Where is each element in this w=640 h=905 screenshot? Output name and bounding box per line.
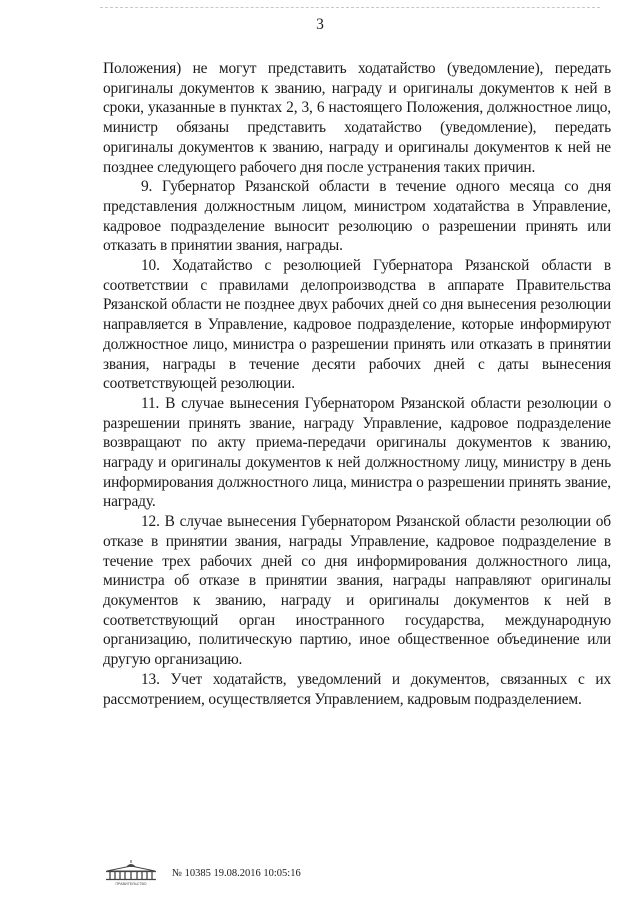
document-registration-number: № 10385 19.08.2016 10:05:16 [172,868,301,879]
paragraph-13: 13. Учет ходатайств, уведомлений и документов, связанных с их рассмотрением, осуществляется Управлением, кадровым подразделением. [103,670,611,708]
logo-caption: ПРАВИТЕЛЬСТВО [115,882,147,886]
government-building-logo-icon [104,860,158,886]
scan-top-edge [100,7,600,8]
paragraph-12: 12. В случае вынесения Губернатором Рязанской области резолюции об отказе в принятии звания, награды Управление, кадровое подразделение в течение трех рабочих дней со дня информирования должностного лица, министра об отказе в принятии звания, награды направляют оригиналы документов к званию, награду и оригиналы документов к ней в соответствующий орган иностранного государства, международную организацию, политическую партию, иное общественное объединение или другую организацию. [103,513,611,669]
page-number: 3 [316,16,324,33]
document-body [103,59,611,709]
paragraph-10: 10. Ходатайство с резолюцией Губернатора Рязанской области в соответствии с правилами делопроизводства в аппарате Правительства Рязанской области не позднее двух рабочих дней со дня вынесения резолюции направляется в Управление, кадровое подразделение, которые информируют должностное лицо, министра о разрешении принять или отказать в принятии звания, награды в течение десяти рабочих дней с даты вынесения соответствующей резолюции. [103,257,611,393]
document-footer [104,860,404,886]
paragraph-11: 11. В случае вынесения Губернатором Рязанской области резолюции о разрешении принять звание, награду Управление, кадровое подразделение возвращают по акту приема-передачи оригиналы документов к званию, награду и оригиналы документов к ней должностному лицу, министру в день информирования должностного лица, министра о разрешении принять звание, награду. [103,394,611,511]
paragraph-9: 9. Губернатор Рязанской области в течение одного месяца со дня представления должностным лицом, министром ходатайства в Управление, кадровое подразделение выносит резолюцию о разрешении принять или отказать в принятии звания, награды. [103,178,611,255]
paragraph-continuation: Положения) не могут представить ходатайство (уведомление), передать оригиналы документов к званию, награду и оригиналы документов к ней в сроки, указанные в пунктах 2, 3, 6 настоящего Положения, должностное лицо, министр обязаны представить ходатайство (уведомление), передать оригиналы документов к званию, награду и оригиналы документов к ней не позднее следующего рабочего дня после устранения таких причин. [103,60,611,176]
